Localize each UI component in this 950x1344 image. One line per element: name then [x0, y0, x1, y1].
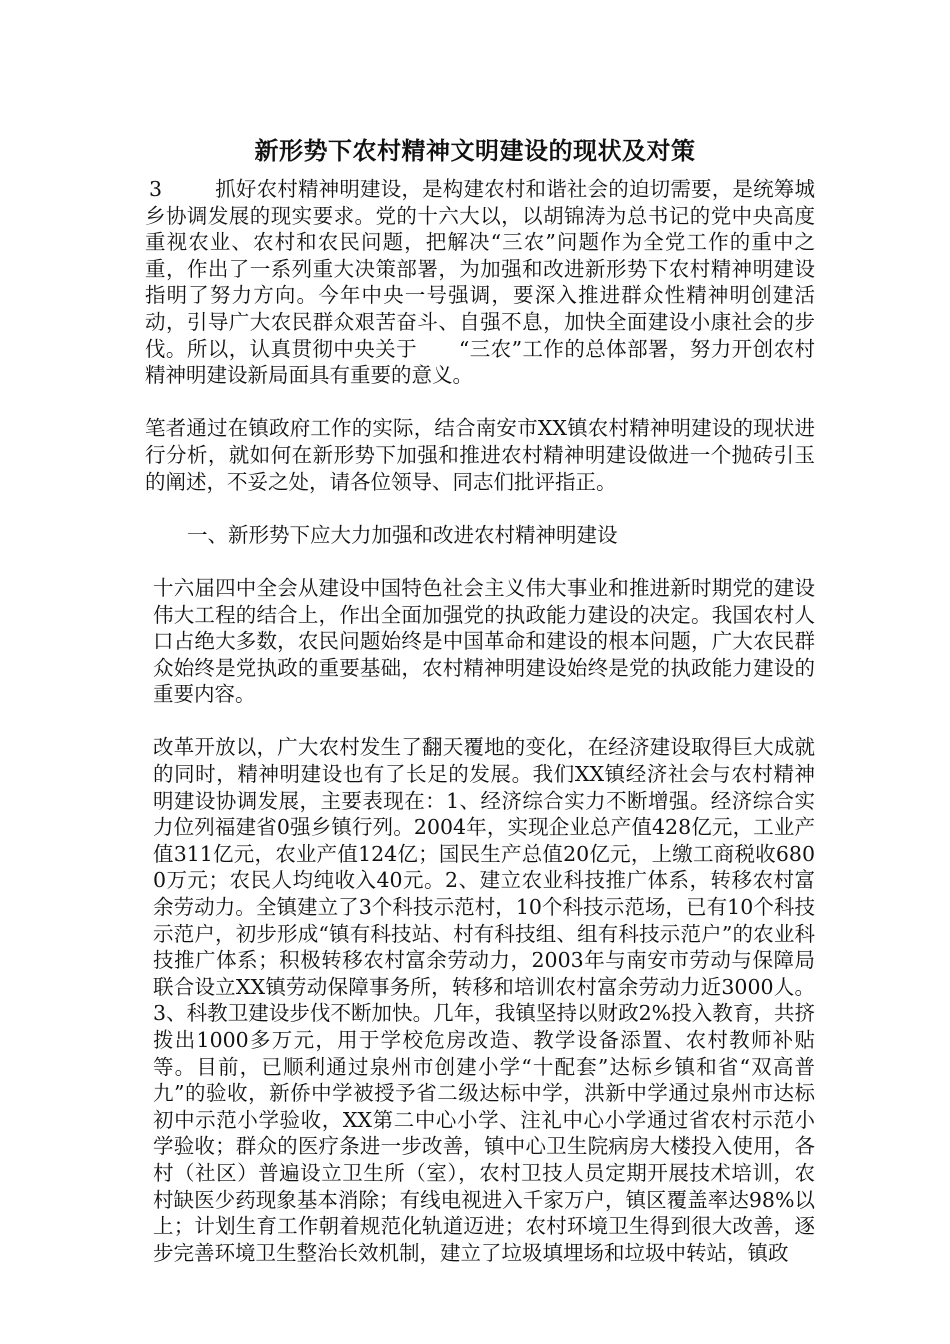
paragraph-author-note: 笔者通过在镇政府工作的实际，结合南安市XX镇农村精神明建设的现状进行分析，就如何在新形势下加强和推进农村精神明建设做进一个抛砖引玉的阐述，不妥之处，请各位领导、同志们批评指正。 [145, 416, 815, 494]
paragraph-plenum: 十六届四中全会从建设中国特色社会主义伟大事业和推进新时期党的建设伟大工程的结合上，作出全面加强党的执政能力建设的决定。我国农村人口占绝大多数，农民问题始终是中国革命和建设的根本问题，广大农民群众始终是党执政的重要基础，农村精神明建设始终是党的执政能力建设的重要内容。 [153, 575, 815, 707]
paragraph-intro [145, 176, 815, 389]
paragraph-spacer [145, 389, 815, 416]
paragraph-intro-text: 抓好农村精神明建设，是构建农村和谐社会的迫切需要，是统筹城乡协调发展的现实要求。党的十六大以，以胡锦涛为总书记的党中央高度重视农业、农村和农民问题，把解决“三农”问题作为全党工作的重中之重，作出了一系列重大决策部署，为加强和改进新形势下农村精神明建设指明了努力方向。今年中央一号强调，要深入推进群众性精神明创建活动，引导广大农民群众艰苦奋斗、自强不息，加快全面建设小康社会的步伐。所以，认真贯彻中央关于 “三农”工作的总体部署，努力开创农村精神明建设新局面具有重要的意义。 [145, 177, 815, 388]
paragraph-spacer [145, 548, 815, 575]
paragraph-number: 3 [149, 177, 163, 201]
section-heading: 一、新形势下应大力加强和改进农村精神明建设 [187, 522, 618, 547]
document-body [145, 176, 815, 1266]
paragraph-spacer [145, 495, 815, 522]
document-title: 新形势下农村精神文明建设的现状及对策 [254, 136, 696, 165]
paragraph-spacer [145, 708, 815, 735]
paragraph-achievements: 改革开放以，广大农村发生了翻天覆地的变化，在经济建设取得巨大成就的同时，精神明建设也有了长足的发展。我们XX镇经济社会与农村精神明建设协调发展，主要表现在：1、经济综合实力不断增强。经济综合实力位列福建省0强乡镇行列。2004年，实现企业总产值428亿元，工业产值311亿元，农业产值124亿；国民生产总值20亿元，上缴工商税收6800万元；农民人均纯收入40元。2、建立农业科技推广体系，转移农村富余劳动力。全镇建立了3个科技示范村，10个科技示范场，已有10个科技示范户，初步形成“镇有科技站、村有科技组、组有科技示范户”的农业科技推广体系；积极转移农村富余劳动力，2003年与南安市劳动与保障局联合设立XX镇劳动保障事务所，转移和培训农村富余劳动力近3000人。3、科教卫建设步伐不断加快。几年，我镇坚持以财政2%投入教育，共挤拨出1000多万元，用于学校危房改造、教学设备添置、农村教师补贴等。目前，已顺利通过泉州市创建小学“十配套”达标乡镇和省“双高普九”的验收，新侨中学被授予省二级达标中学，洪新中学通过泉州市达标初中示范小学验收，XX第二中心小学、注礼中心小学通过省农村示范小学验收；群众的医疗条进一步改善，镇中心卫生院病房大楼投入使用，各村（社区）普遍设立卫生所（室），农村卫技人员定期开展技术培训，农村缺医少药现象基本消除；有线电视进入千家万户，镇区覆盖率达98%以上；计划生育工作朝着规范化轨道迈进；农村环境卫生得到很大改善，逐步完善环境卫生整治长效机制，建立了垃圾填埋场和垃圾中转站，镇政 [153, 735, 815, 1265]
